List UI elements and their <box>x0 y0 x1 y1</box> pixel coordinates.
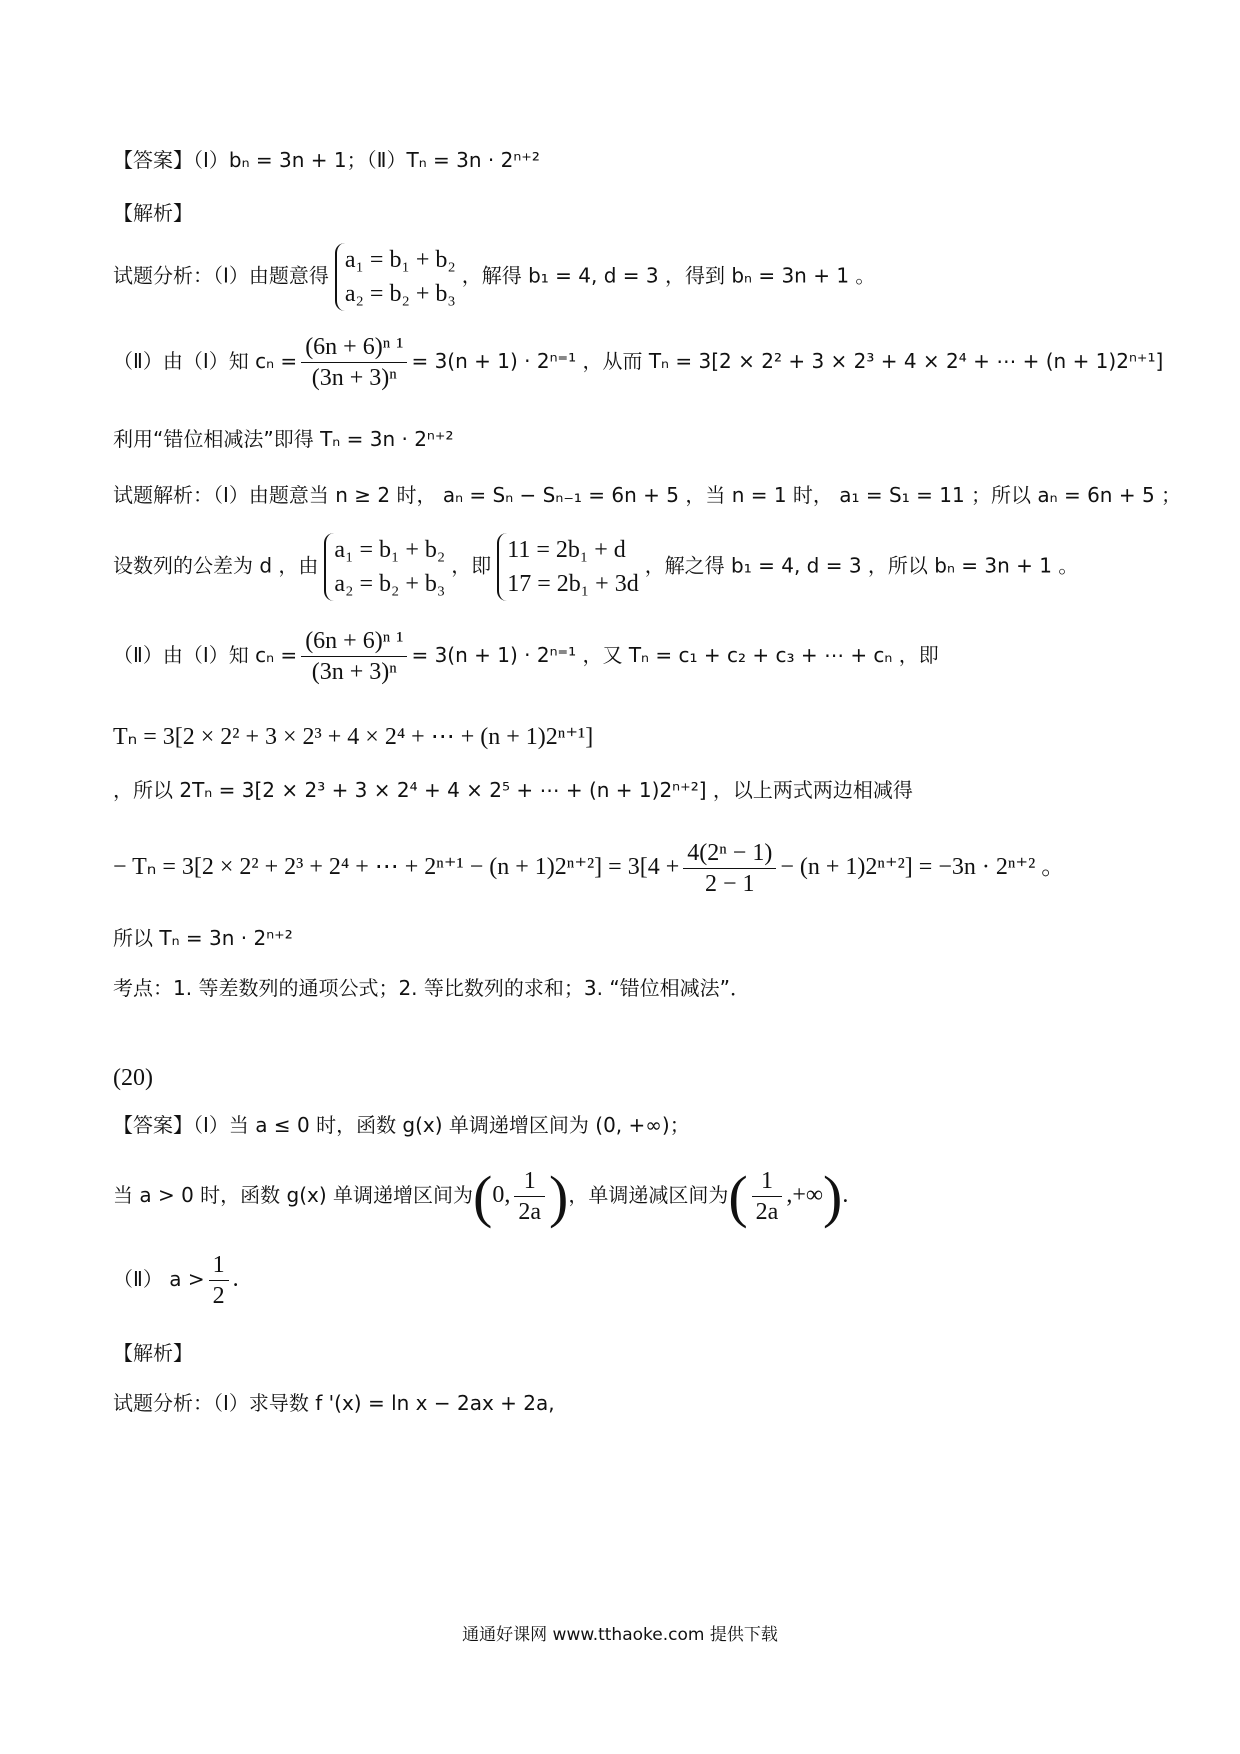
text-segment: （Ⅱ）由（Ⅰ）知 cₙ = <box>113 643 298 667</box>
fraction-numerator: (6n + 6)ⁿ ¹ <box>301 626 407 657</box>
fraction-denominator: 2a <box>755 1199 779 1225</box>
solution-line-6 <box>113 838 1065 899</box>
system-row: a₁ = b₁ + b₂ <box>344 247 456 273</box>
interval-start: 0, <box>492 1182 511 1208</box>
answer-line-19: 【答案】（Ⅰ）bₙ = 3n + 1；（Ⅱ）Tₙ = 3n · 2ⁿ⁺² <box>113 148 540 172</box>
equation-system <box>335 243 456 311</box>
text-segment: 设数列的公差为 d ，由 <box>113 553 319 578</box>
system-row: a₂ = b₂ + b₃ <box>334 571 446 597</box>
equation-system <box>497 533 638 601</box>
fraction-denominator: 2 − 1 <box>705 871 755 897</box>
question-number: (20) <box>113 1065 153 1091</box>
equation-system <box>324 533 445 601</box>
analysis-line-2 <box>113 332 1163 393</box>
fraction-denominator: (3n + 3)ⁿ <box>311 365 397 391</box>
fraction-numerator: 4(2ⁿ − 1) <box>683 838 776 869</box>
fraction <box>209 1250 229 1311</box>
fraction <box>301 626 407 687</box>
answer-line-20-part-3 <box>113 1250 239 1311</box>
fraction-denominator: 2 <box>212 1283 225 1309</box>
interval-end: ,+∞ <box>786 1182 823 1208</box>
answer-line-20-part-2 <box>113 1163 849 1229</box>
right-paren: ) <box>549 1163 569 1229</box>
fraction-numerator: 1 <box>514 1166 545 1197</box>
right-paren: ) <box>822 1163 843 1229</box>
fraction-numerator: (6n + 6)ⁿ ¹ <box>301 332 407 363</box>
system-row: a₂ = b₂ + b₃ <box>344 281 456 307</box>
text-segment: ，单调递减区间为 <box>568 1183 729 1207</box>
period: . <box>842 1182 849 1208</box>
left-paren: ( <box>728 1163 748 1229</box>
solution-line-5: ，所以 2Tₙ = 3[2 × 2³ + 3 × 2⁴ + 4 × 2⁵ + ⋯ + (n + 1)2ⁿ⁺²] ，以上两式两边相减得 <box>113 778 913 802</box>
fraction <box>514 1166 545 1227</box>
fraction-denominator: 2a <box>518 1199 542 1225</box>
answer-line-20-part-1: 【答案】（Ⅰ）当 a ≤ 0 时，函数 g(x) 单调递增区间为 (0, +∞)； <box>113 1113 690 1137</box>
text-segment: ，解得 b₁ = 4, d = 3 ，得到 bₙ = 3n + 1 。 <box>461 263 876 288</box>
system-row: 17 = 2b₁ + 3d <box>507 571 639 597</box>
key-points-line: 考点：1. 等差数列的通项公式；2. 等比数列的求和；3. “错位相减法”． <box>113 976 751 1000</box>
system-row: 11 = 2b₁ + d <box>507 537 626 563</box>
solution-line-2 <box>113 533 1078 601</box>
text-segment: 当 a > 0 时，函数 g(x) 单调递增区间为 <box>113 1183 474 1207</box>
fraction-denominator: (3n + 3)ⁿ <box>311 659 397 685</box>
solution-line-1: 试题解析：（Ⅰ）由题意当 n ≥ 2 时， aₙ = Sₙ − Sₙ₋₁ = 6n + 5 ，当 n = 1 时， a₁ = S₁ = 11 ；所以 aₙ = 6n + 5 ； <box>113 483 1182 507</box>
text-segment: ，即 <box>451 553 492 578</box>
page-footer: 通通好课网 www.tthaoke.com 提供下载 <box>462 1625 778 1645</box>
analysis-line-1 <box>113 243 875 311</box>
solution-line-3 <box>113 626 939 687</box>
text-segment: 试题分析：（Ⅰ）由题意得 <box>113 263 329 288</box>
text-segment: − (n + 1)2ⁿ⁺²] = −3n · 2ⁿ⁺² 。 <box>780 854 1066 881</box>
analysis-line-20: 试题分析：（Ⅰ）求导数 f '(x) = ln x − 2ax + 2a, <box>113 1391 555 1415</box>
analysis-line-3: 利用“错位相减法”即得 Tₙ = 3n · 2ⁿ⁺² <box>113 427 454 451</box>
text-segment: ，解之得 b₁ = 4, d = 3 ，所以 bₙ = 3n + 1 。 <box>644 553 1079 578</box>
left-paren: ( <box>473 1163 493 1229</box>
fraction <box>301 332 407 393</box>
fraction <box>683 838 776 899</box>
fraction <box>752 1166 783 1227</box>
period: . <box>232 1266 239 1292</box>
text-segment: （Ⅱ） a > <box>113 1267 205 1291</box>
analysis-heading-20: 【解析】 <box>113 1341 193 1365</box>
text-segment: − Tₙ = 3[2 × 2² + 2³ + 2⁴ + ⋯ + 2ⁿ⁺¹ − (n + 1)2ⁿ⁺²] = 3[4 + <box>113 854 680 881</box>
solution-line-7: 所以 Tₙ = 3n · 2ⁿ⁺² <box>113 926 293 950</box>
solution-line-4: Tₙ = 3[2 × 2² + 3 × 2³ + 4 × 2⁴ + ⋯ + (n + 1)2ⁿ⁺¹] <box>113 724 594 750</box>
text-segment: = 3(n + 1) · 2ⁿ⁼¹ ，从而 Tₙ = 3[2 × 2² + 3 × 2³ + 4 × 2⁴ + ⋯ + (n + 1)2ⁿ⁺¹] <box>411 349 1164 373</box>
fraction-numerator: 1 <box>209 1250 229 1281</box>
analysis-heading: 【解析】 <box>113 201 193 225</box>
fraction-numerator: 1 <box>752 1166 783 1197</box>
text-segment: （Ⅱ）由（Ⅰ）知 cₙ = <box>113 349 298 373</box>
text-segment: = 3(n + 1) · 2ⁿ⁼¹ ，又 Tₙ = c₁ + c₂ + c₃ + ⋯ + cₙ ，即 <box>411 643 939 667</box>
system-row: a₁ = b₁ + b₂ <box>334 537 446 563</box>
